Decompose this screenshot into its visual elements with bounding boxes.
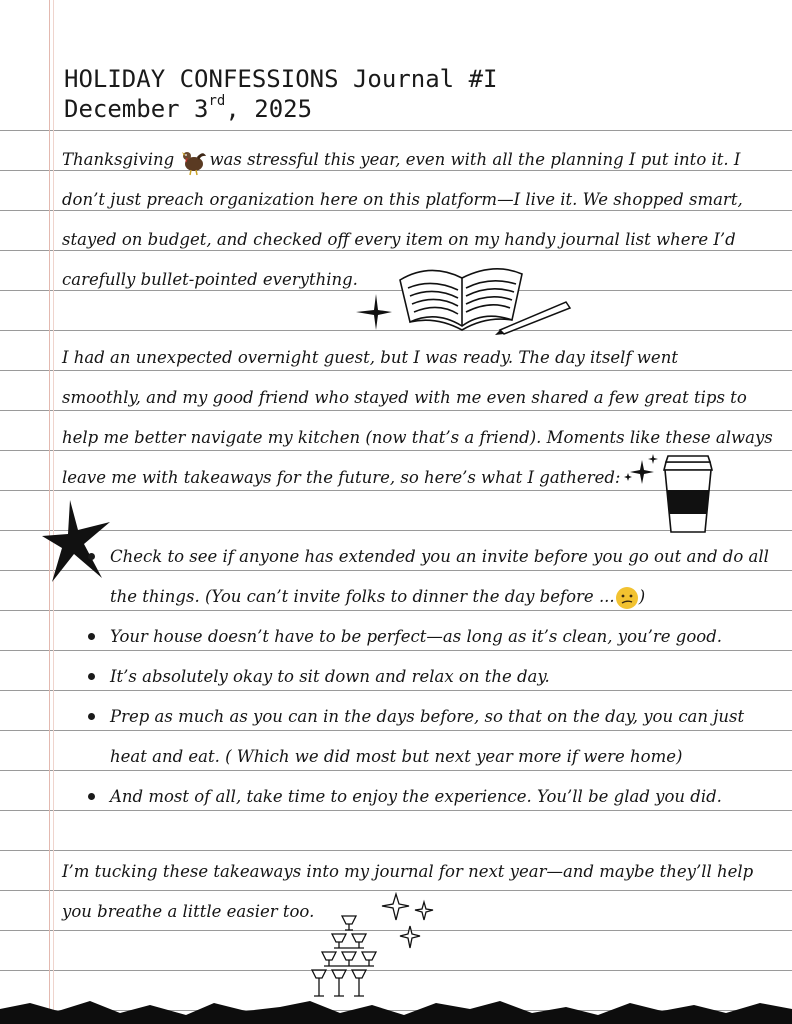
sparkle-icon [356,294,392,330]
stars-icon [382,894,433,948]
bullet-dot [88,713,95,720]
bullet-dot [88,673,95,680]
text-line: don’t just preach organization here on this platform—I live it. We shopped smart, [62,190,743,209]
text-line: It’s absolutely okay to sit down and relax on the day. [110,667,550,686]
text-line: Thanksgiving was stressful this year, even with all the planning I put into it. I [62,140,772,180]
text-line: stayed on budget, and checked off every item on my handy journal list where I’d [62,230,736,249]
text-line: leave me with takeaways for the future, so here’s what I gathered: [62,468,621,487]
bullet-dot [88,553,95,560]
list-item [88,777,778,817]
coffee-cup-icon [664,456,712,532]
list-item [88,697,778,777]
text-line: Check to see if anyone has extended you an invite before you go out and do all [110,547,769,566]
text-line: And most of all, take time to enjoy the experience. You’ll be glad you did. [110,787,722,806]
text-line: help me better navigate my kitchen (now that’s a friend). Moments like these always [62,428,773,447]
confused-face-emoji [615,586,639,610]
open-book-icon [400,269,522,330]
takeaways-list [88,537,778,817]
journal-date: December 3rd, 2025 [64,93,313,123]
bullet-dot [88,793,95,800]
text-line: smoothly, and my good friend who stayed with me even shared a few great tips to [62,388,747,407]
open-book-illustration [352,258,574,336]
text-line: Your house doesn’t have to be perfect—as long as it’s clean, you’re good. [110,627,723,646]
text-line: heat and eat. ( Which we did most but next year more if were home) [110,747,683,766]
text-line: I had an unexpected overnight guest, but I was ready. The day itself went [62,348,678,367]
list-item [88,537,778,617]
turkey-icon [179,146,209,176]
torn-edge [0,995,792,1024]
journal-title: HOLIDAY CONFESSIONS Journal #I [64,65,498,93]
champagne-illustration [300,892,440,1004]
bullet-dot [88,633,95,640]
sparkle-icon [624,454,658,484]
text-line: I’m tucking these takeaways into my journal for next year—and maybe they’ll help [62,862,754,881]
text-line: you breathe a little easier too. [62,902,315,921]
text-line: Prep as much as you can in the days before, so that on the day, you can just [110,707,745,726]
coffee-illustration [620,452,720,536]
list-item [88,657,778,697]
list-item [88,617,778,657]
champagne-tower-icon [312,916,376,996]
journal-header [64,64,497,124]
text-line: the things. (You can’t invite folks to dinner the day before ... ) [110,577,778,617]
text-line: carefully bullet-pointed everything. [62,270,358,289]
